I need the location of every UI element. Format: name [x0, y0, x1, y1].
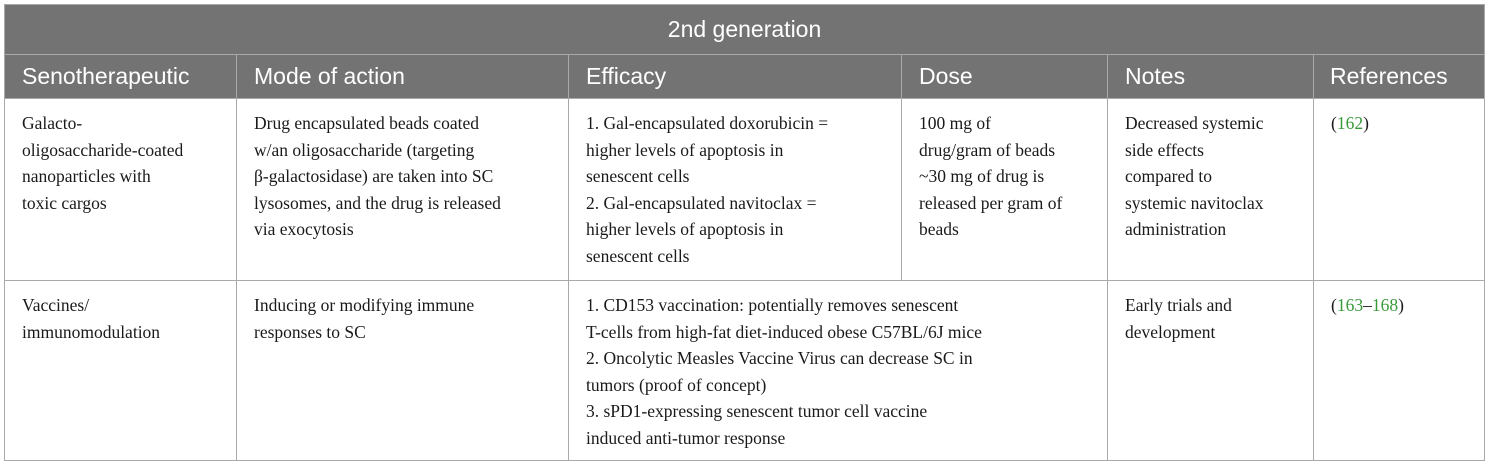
cell-line: Inducing or modifying immune	[254, 295, 475, 315]
table-row	[5, 281, 1485, 461]
ref-paren-close: )	[1398, 295, 1404, 315]
cell-line: systemic navitoclax	[1125, 192, 1264, 213]
column-header-references: References	[1314, 55, 1485, 99]
reference-link-start[interactable]: 163	[1336, 295, 1364, 315]
cell-line: beads	[919, 219, 959, 240]
cell-line: 2. Oncolytic Measles Vaccine Virus can decrease SC in	[586, 348, 973, 369]
ref-dash: –	[1363, 295, 1372, 315]
cell-line: Galacto-	[22, 113, 83, 133]
cell-line: w/an oligosaccharide (targeting	[254, 139, 475, 160]
cell-line: tumors (proof of concept)	[586, 374, 767, 395]
cell-line: T-cells from high-fat diet-induced obese C57BL/6J mice	[586, 321, 982, 342]
column-header-mode-of-action: Mode of action	[237, 55, 569, 99]
cell-line: 1. CD153 vaccination: potentially removes senescent	[586, 295, 959, 315]
cell-line: 2. Gal-encapsulated navitoclax =	[586, 192, 817, 213]
cell-line: senescent cells	[586, 166, 690, 187]
cell-line: side effects	[1125, 139, 1204, 160]
cell-notes	[1108, 99, 1314, 281]
ref-paren-open: (	[1331, 113, 1337, 133]
cell-references	[1314, 99, 1485, 281]
cell-line: 100 mg of	[919, 113, 991, 133]
generation-header-row	[5, 5, 1485, 55]
cell-line: oligosaccharide-coated	[22, 139, 184, 160]
cell-line: toxic cargos	[22, 192, 107, 213]
cell-line: senescent cells	[586, 245, 690, 266]
cell-line: Vaccines/	[22, 295, 90, 315]
cell-notes	[1108, 281, 1314, 461]
column-header-row	[5, 55, 1485, 99]
cell-efficacy-dose-merged	[569, 281, 1108, 461]
cell-dose	[902, 99, 1108, 281]
cell-line: Decreased systemic	[1125, 113, 1264, 133]
cell-senotherapeutic	[5, 99, 237, 281]
column-header-dose: Dose	[902, 55, 1108, 99]
cell-line: drug/gram of beads	[919, 139, 1056, 160]
column-header-efficacy: Efficacy	[569, 55, 902, 99]
reference-link[interactable]: 162	[1336, 113, 1364, 133]
column-header-senotherapeutic: Senotherapeutic	[5, 55, 237, 99]
reference-link-end[interactable]: 168	[1371, 295, 1399, 315]
cell-line: 1. Gal-encapsulated doxorubicin =	[586, 113, 829, 133]
cell-efficacy	[569, 99, 902, 281]
cell-mode-of-action	[237, 281, 569, 461]
data-table	[4, 4, 1485, 461]
cell-line: 3. sPD1-expressing senescent tumor cell vaccine	[586, 401, 928, 422]
cell-line: development	[1125, 321, 1216, 342]
cell-line: induced anti-tumor response	[586, 427, 786, 448]
cell-line: lysosomes, and the drug is released	[254, 192, 501, 213]
cell-line: released per gram of	[919, 192, 1063, 213]
cell-line: via exocytosis	[254, 219, 354, 240]
cell-line: higher levels of apoptosis in	[586, 139, 784, 160]
cell-line: administration	[1125, 219, 1227, 240]
cell-line: ~30 mg of drug is	[919, 166, 1045, 187]
cell-line: Drug encapsulated beads coated	[254, 113, 479, 133]
cell-line: β-galactosidase) are taken into SC	[254, 166, 494, 187]
generation-title: 2nd generation	[5, 5, 1485, 55]
cell-senotherapeutic	[5, 281, 237, 461]
cell-line: higher levels of apoptosis in	[586, 219, 784, 240]
cell-mode-of-action	[237, 99, 569, 281]
ref-paren-open: (	[1331, 295, 1337, 315]
cell-line: immunomodulation	[22, 321, 161, 342]
column-header-notes: Notes	[1108, 55, 1314, 99]
table-row	[5, 99, 1485, 281]
cell-references	[1314, 281, 1485, 461]
cell-line: Early trials and	[1125, 295, 1232, 315]
cell-line: responses to SC	[254, 321, 366, 342]
cell-line: compared to	[1125, 166, 1212, 187]
ref-paren-close: )	[1363, 113, 1369, 133]
cell-line: nanoparticles with	[22, 166, 151, 187]
